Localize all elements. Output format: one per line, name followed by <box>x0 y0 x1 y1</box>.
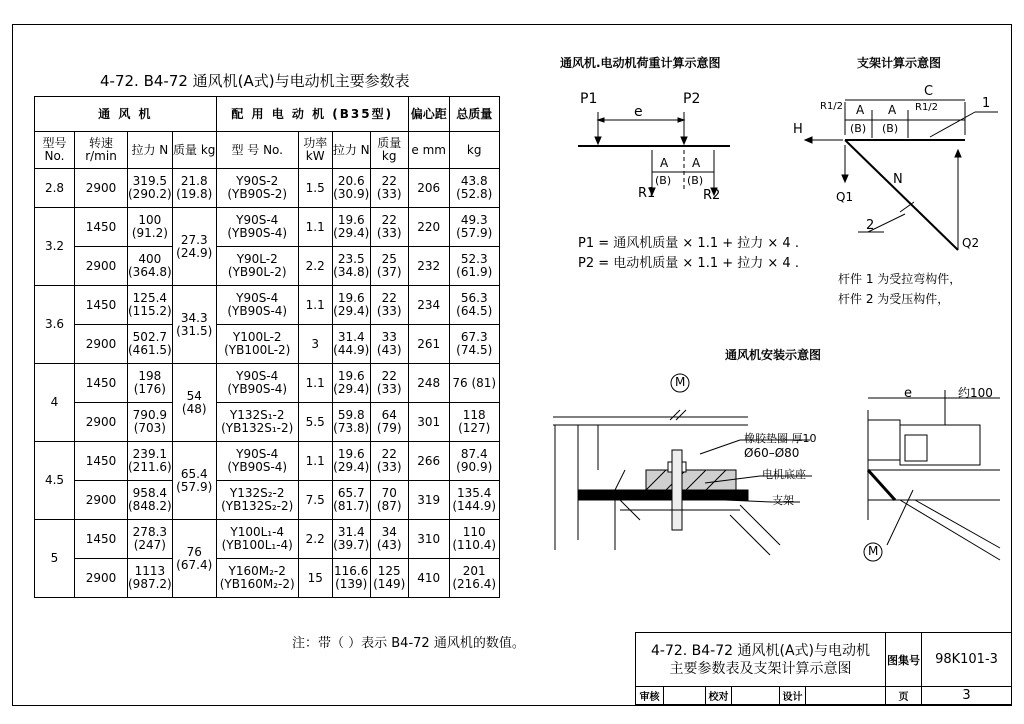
label-install-e: e <box>904 386 912 401</box>
total-mass-cell: 110 (110.4) <box>449 520 499 559</box>
speed-cell: 2900 <box>75 403 128 442</box>
motor-thrust-cell: 19.6 (29.4) <box>332 208 370 247</box>
fan-mass-cell: 54 (48) <box>172 364 216 442</box>
total-mass-cell: 76 (81) <box>449 364 499 403</box>
label-a-left: A <box>660 156 669 170</box>
motor-thrust-cell: 65.7 (81.7) <box>332 481 370 520</box>
header-thrust: 拉力 N <box>128 132 173 169</box>
power-cell: 1.1 <box>298 286 332 325</box>
header-ecc-unit: e mm <box>408 132 449 169</box>
fan-no-cell: 4 <box>35 364 75 442</box>
total-mass-cell: 49.3 (57.9) <box>449 208 499 247</box>
page-no: 3 <box>922 687 1012 705</box>
label-h: H <box>793 122 803 137</box>
speed-cell: 1450 <box>75 520 128 559</box>
speed-cell: 2900 <box>75 481 128 520</box>
fan-no-cell: 3.6 <box>35 286 75 364</box>
label-p1: P1 <box>580 91 598 107</box>
power-cell: 15 <box>298 559 332 598</box>
label-member-1: 1 <box>982 96 991 111</box>
title-block <box>635 632 1012 705</box>
label-e: e <box>634 104 643 120</box>
eccentric-cell: 220 <box>408 208 449 247</box>
motor-model-cell: Y100L₁-4 (YB100L₁-4) <box>216 520 298 559</box>
eccentric-cell: 232 <box>408 247 449 286</box>
speed-cell: 1450 <box>75 286 128 325</box>
fan-no-cell: 2.8 <box>35 169 75 208</box>
eccentric-cell: 301 <box>408 403 449 442</box>
motor-mass-cell: 125 (149) <box>370 559 408 598</box>
label-bracket: 支架 <box>772 494 794 507</box>
eccentric-cell: 234 <box>408 286 449 325</box>
header-power: 功率 kW <box>298 132 332 169</box>
header-motor-thrust: 拉力 N <box>332 132 370 169</box>
header-motor-group: 配 用 电 动 机 (B35型) <box>216 97 408 132</box>
fan-mass-cell: 65.4 (57.9) <box>172 442 216 520</box>
label-member-2: 2 <box>866 218 875 233</box>
thrust-cell: 790.9 (703) <box>128 403 173 442</box>
eccentric-cell: 261 <box>408 325 449 364</box>
power-cell: 1.5 <box>298 169 332 208</box>
fan-no-cell: 5 <box>35 520 75 598</box>
thrust-cell: 958.4 (848.2) <box>128 481 173 520</box>
label-b1: (B) <box>850 122 867 135</box>
label-m-side: M <box>868 544 879 558</box>
label-r1: R1 <box>638 186 656 201</box>
label-r1-half-left: R1/2 <box>820 101 844 112</box>
speed-cell: 2900 <box>75 169 128 208</box>
motor-model-cell: Y132S₂-2 (YB132S₂-2) <box>216 481 298 520</box>
motor-mass-cell: 34 (43) <box>370 520 408 559</box>
bracket-note-2: 杆件 2 为受压构件， <box>838 292 950 306</box>
load-diagram <box>578 112 730 195</box>
power-cell: 1.1 <box>298 208 332 247</box>
total-mass-cell: 201 (216.4) <box>449 559 499 598</box>
thrust-cell: 502.7 (461.5) <box>128 325 173 364</box>
motor-model-cell: Y90S-2 (YB90S-2) <box>216 169 298 208</box>
atlas-label: 图集号 <box>886 633 922 687</box>
motor-thrust-cell: 31.4 (44.9) <box>332 325 370 364</box>
eccentric-cell: 248 <box>408 364 449 403</box>
label-r2: R2 <box>703 188 721 203</box>
header-speed: 转速 r/min <box>75 132 128 169</box>
label-b-right: (B) <box>687 174 704 187</box>
motor-thrust-cell: 23.5 (34.8) <box>332 247 370 286</box>
speed-cell: 1450 <box>75 442 128 481</box>
eccentric-cell: 410 <box>408 559 449 598</box>
label-a-b2: A <box>888 103 897 117</box>
motor-thrust-cell: 59.8 (73.8) <box>332 403 370 442</box>
designer-signature <box>806 687 886 705</box>
thrust-cell: 319.5 (290.2) <box>128 169 173 208</box>
thrust-cell: 278.3 (247) <box>128 520 173 559</box>
fan-no-cell: 3.2 <box>35 208 75 286</box>
speed-cell: 2900 <box>75 247 128 286</box>
power-cell: 5.5 <box>298 403 332 442</box>
label-approx: 约100 <box>958 386 993 400</box>
motor-model-cell: Y90S-4 (YB90S-4) <box>216 364 298 403</box>
motor-mass-cell: 33 (43) <box>370 325 408 364</box>
power-cell: 1.1 <box>298 364 332 403</box>
header-total-unit: kg <box>449 132 499 169</box>
total-mass-cell: 135.4 (144.9) <box>449 481 499 520</box>
motor-model-cell: Y90S-4 (YB90S-4) <box>216 208 298 247</box>
label-c: C <box>924 84 934 99</box>
title-line-2: 主要参数表及支架计算示意图 <box>669 660 852 677</box>
thrust-cell: 239.1 (211.6) <box>128 442 173 481</box>
install-diagram-title: 通风机安装示意图 <box>725 348 822 362</box>
thrust-cell: 125.4 (115.2) <box>128 286 173 325</box>
motor-model-cell: Y90S-4 (YB90S-4) <box>216 286 298 325</box>
eccentric-cell: 206 <box>408 169 449 208</box>
motor-mass-cell: 22 (33) <box>370 286 408 325</box>
header-motor-mass: 质量 kg <box>370 132 408 169</box>
fan-mass-cell: 21.8 (19.8) <box>172 169 216 208</box>
eccentric-cell: 266 <box>408 442 449 481</box>
reviewer-signature <box>664 687 706 705</box>
motor-thrust-cell: 31.4 (39.7) <box>332 520 370 559</box>
power-cell: 2.2 <box>298 520 332 559</box>
label-dia: Ø60–Ø80 <box>744 446 800 460</box>
speed-cell: 2900 <box>75 325 128 364</box>
checker-label: 校对 <box>706 687 732 705</box>
label-gasket: 橡胶垫圈 厚10 <box>744 432 817 445</box>
motor-model-cell: Y100L-2 (YB100L-2) <box>216 325 298 364</box>
motor-mass-cell: 22 (33) <box>370 208 408 247</box>
total-mass-cell: 52.3 (61.9) <box>449 247 499 286</box>
formula-p2: P2 = 电动机质量 × 1.1 + 拉力 × 4 . <box>578 256 799 271</box>
label-base: 电机底座 <box>762 468 806 481</box>
power-cell: 3 <box>298 325 332 364</box>
fan-no-cell: 4.5 <box>35 442 75 520</box>
power-cell: 7.5 <box>298 481 332 520</box>
eccentric-cell: 310 <box>408 520 449 559</box>
motor-mass-cell: 22 (33) <box>370 442 408 481</box>
motor-thrust-cell: 19.6 (29.4) <box>332 364 370 403</box>
thrust-cell: 198 (176) <box>128 364 173 403</box>
motor-model-cell: Y90L-2 (YB90L-2) <box>216 247 298 286</box>
header-eccentric: 偏心距 <box>408 97 449 132</box>
table-note: 注：带（ ）表示 B4-72 通风机的数值。 <box>292 636 525 651</box>
speed-cell: 1450 <box>75 364 128 403</box>
motor-model-cell: Y160M₂-2 (YB160M₂-2) <box>216 559 298 598</box>
bracket-diagram-title: 支架计算示意图 <box>857 56 942 70</box>
motor-mass-cell: 22 (33) <box>370 169 408 208</box>
label-n: N <box>893 172 903 187</box>
eccentric-cell: 319 <box>408 481 449 520</box>
label-b-left: (B) <box>655 174 672 187</box>
fan-mass-cell: 34.3 (31.5) <box>172 286 216 364</box>
atlas-no: 98K101-3 <box>922 633 1012 687</box>
total-mass-cell: 43.8 (52.8) <box>449 169 499 208</box>
bracket-note-1: 杆件 1 为受拉弯构件， <box>838 272 962 286</box>
motor-thrust-cell: 19.6 (29.4) <box>332 286 370 325</box>
label-a-right: A <box>692 156 701 170</box>
label-a-b1: A <box>856 103 865 117</box>
checker-signature <box>732 687 780 705</box>
header-fan-group: 通 风 机 <box>35 97 217 132</box>
motor-model-cell: Y132S₁-2 (YB132S₁-2) <box>216 403 298 442</box>
motor-mass-cell: 70 (87) <box>370 481 408 520</box>
table-title: 4-72. B4-72 通风机(A式)与电动机主要参数表 <box>100 72 410 90</box>
thrust-cell: 100 (91.2) <box>128 208 173 247</box>
header-motor-model: 型 号 No. <box>216 132 298 169</box>
designer-label: 设计 <box>780 687 806 705</box>
thrust-cell: 1113 (987.2) <box>128 559 173 598</box>
total-mass-cell: 118 (127) <box>449 403 499 442</box>
speed-cell: 2900 <box>75 559 128 598</box>
motor-thrust-cell: 19.6 (29.4) <box>332 442 370 481</box>
label-p2: P2 <box>683 91 701 107</box>
motor-mass-cell: 22 (33) <box>370 364 408 403</box>
page-label: 页 <box>886 687 922 705</box>
fan-mass-cell: 27.3 (24.9) <box>172 208 216 286</box>
power-cell: 1.1 <box>298 442 332 481</box>
reviewer-label: 审核 <box>636 687 664 705</box>
total-mass-cell: 56.3 (64.5) <box>449 286 499 325</box>
header-total-mass: 总质量 <box>449 97 499 132</box>
formula-p1: P1 = 通风机质量 × 1.1 + 拉力 × 4 . <box>578 236 799 251</box>
load-diagram-title: 通风机.电动机荷重计算示意图 <box>560 56 721 70</box>
motor-thrust-cell: 20.6 (30.9) <box>332 169 370 208</box>
total-mass-cell: 67.3 (74.5) <box>449 325 499 364</box>
label-r1-half-right: R1/2 <box>915 102 939 113</box>
header-fan-no: 型号 No. <box>35 132 75 169</box>
motor-mass-cell: 25 (37) <box>370 247 408 286</box>
label-q1: Q1 <box>836 190 854 204</box>
fan-mass-cell: 76 (67.4) <box>172 520 216 598</box>
title-line-1: 4-72. B4-72 通风机(A式)与电动机 <box>650 642 870 659</box>
thrust-cell: 400 (364.8) <box>128 247 173 286</box>
power-cell: 2.2 <box>298 247 332 286</box>
motor-mass-cell: 64 (79) <box>370 403 408 442</box>
speed-cell: 1450 <box>75 208 128 247</box>
label-b2: (B) <box>882 122 899 135</box>
label-m-top: M <box>675 375 686 389</box>
label-q2: Q2 <box>962 236 980 250</box>
motor-thrust-cell: 116.6 (139) <box>332 559 370 598</box>
total-mass-cell: 87.4 (90.9) <box>449 442 499 481</box>
header-fan-mass: 质量 kg <box>172 132 216 169</box>
motor-model-cell: Y90S-4 (YB90S-4) <box>216 442 298 481</box>
